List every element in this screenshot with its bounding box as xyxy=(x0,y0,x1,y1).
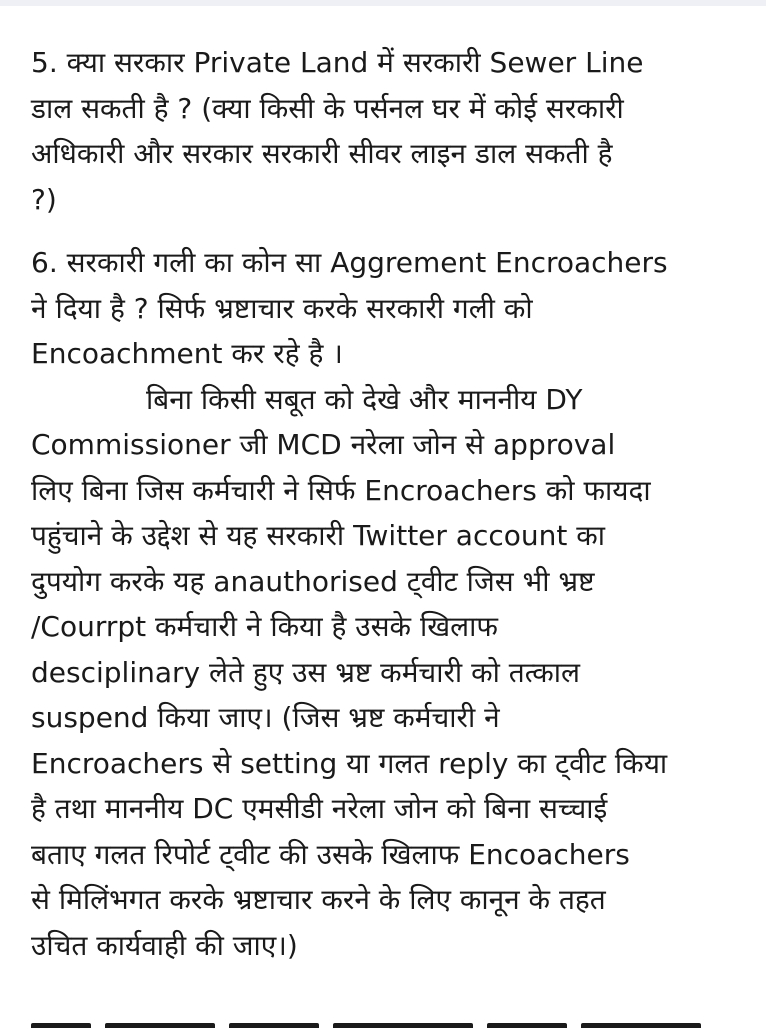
text-line: Encoachment कर रहे है । xyxy=(31,337,343,370)
text-line: उचित कार्यवाही की जाए।) xyxy=(31,928,298,962)
text-line: ने दिया है ? सिर्फ भ्रष्टाचार करके सरकारी गली को xyxy=(31,291,533,325)
text-line: है तथा माननीय DC एमसीडी नरेला जोन को बिना सच्चाई xyxy=(31,792,608,825)
text-line: बताए गलत रिपोर्ट ट्वीट की उसके खिलाफ Encoachers xyxy=(31,837,630,871)
text-line: ?) xyxy=(31,182,57,216)
text-line: अधिकारी और सरकार सरकारी सीवर लाइन डाल सकती है xyxy=(31,137,613,170)
paragraph-6 xyxy=(31,240,741,968)
cut-off-next-line xyxy=(31,1016,731,1028)
text-line: पहुंचाने के उद्देश से यह सरकारी Twitter account का xyxy=(31,519,606,552)
text-line: 5. क्या सरकार Private Land में सरकारी Sewer Line xyxy=(31,46,644,79)
document-body xyxy=(31,40,741,968)
text-line: दुपयोग करके यह anauthorised ट्वीट जिस भी भ्रष्ट xyxy=(31,564,595,598)
text-line: डाल सकती है ? (क्या किसी के पर्सनल घर में कोई सरकारी xyxy=(31,91,624,125)
top-strip xyxy=(0,0,766,6)
text-line: /Courrpt कर्मचारी ने किया है उसके खिलाफ xyxy=(31,610,498,643)
text-line: 6. सरकारी गली का कोन सा Aggrement Encroachers xyxy=(31,246,668,279)
paragraph-gap xyxy=(31,222,741,240)
text-line: से मिलिंभगत करके भ्रष्टाचार करने के लिए कानून के तहत xyxy=(31,883,606,916)
text-line: suspend किया जाए। (जिस भ्रष्ट कर्मचारी ने xyxy=(31,701,500,734)
text-line: Commissioner जी MCD नरेला जोन से approval xyxy=(31,428,616,461)
paragraph-5 xyxy=(31,40,741,222)
text-line: लिए बिना जिस कर्मचारी ने सिर्फ Encroachers को फायदा xyxy=(31,473,651,507)
text-line: Encroachers से setting या गलत reply का ट्वीट किया xyxy=(31,746,668,780)
text-line: desciplinary लेते हुए उस भ्रष्ट कर्मचारी को तत्काल xyxy=(31,655,580,689)
text-line-indented: बिना किसी सबूत को देखे और माननीय DY xyxy=(146,382,583,416)
